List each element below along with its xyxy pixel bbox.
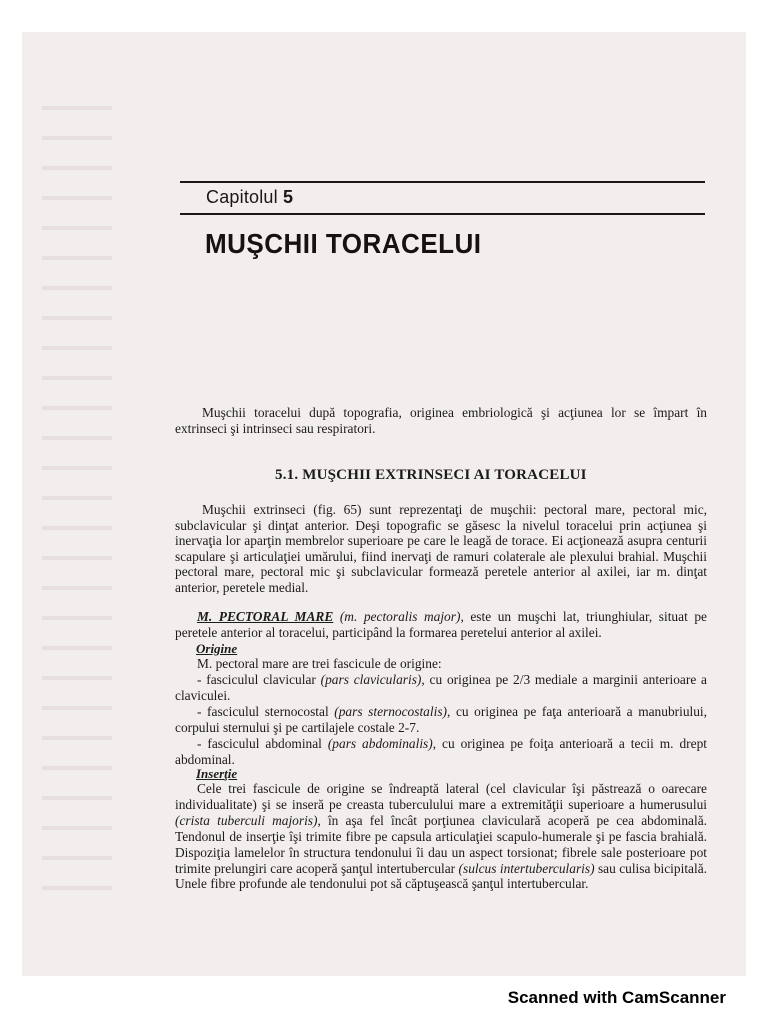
muscle-latin-name: (m. pectoralis major) xyxy=(339,609,461,624)
origine-block xyxy=(175,656,707,768)
pectoral-major-paragraph xyxy=(175,609,707,641)
extrinsic-paragraph: Muşchii extrinseci (fig. 65) sunt reprezentaţi de muşchii: pectoral mare, pectoral mic, subclavicular şi dinţat anterior. Deşi topografic se găsesc la nivelul toracelui prin acţiunea şi inervaţia lor aparţin membrelor superioare pe care le leagă de torace. Ei acţionează asupra centurii scapulare şi articulaţiei umărului, fiind inervaţi de ramuri colaterale ale plexului brahial. Muşchii pectoral mare, pectoral mic şi subclavicular formează peretele anterior al axilei, iar m. dinţat anterior, peretele medial. xyxy=(175,502,707,595)
chapter-label xyxy=(206,187,293,208)
fascicle-clavicular: - fasciculul clavicular (pars clavicularis), cu originea pe 2/3 mediale a marginii anterioare a claviculei. xyxy=(175,672,707,703)
section-heading: 5.1. MUŞCHII EXTRINSECI AI TORACELUI xyxy=(275,467,587,483)
chapter-label-text: Capitolul xyxy=(206,187,278,207)
muscle-description: , este un muşchi lat, triunghiular, situat pe peretele anterior al toracelui, participând la formarea peretelui anterior al axilei. xyxy=(175,609,707,640)
insertie-heading: Inserţie xyxy=(196,766,238,781)
fascicle-sternocostal: - fasciculul sternocostal (pars sternocostalis), cu originea pe faţa anterioară a manubriului, corpului sternului şi pe cartilajele costale 2-7. xyxy=(175,704,707,735)
insertie-paragraph: Cele trei fascicule de origine se îndreaptă lateral (cel clavicular îşi păstrează o oarecare individualitate) şi se inseră pe creasta tuberculului mare a extremităţii superioare a humerusului (crista tuberculi majoris), în aşa fel încât porţiunea claviculară acoperă pe cea abdominală. Tendonul de inserţie îşi trimite fibre pe capsula articulaţiei scapulo-humerale şi pe fascia brahială. Dispoziţia lamelelor în structura tendonului îi dau un aspect torsionat; fibrele sale posterioare pot trimite prelungiri care acoperă şanţul intertubercular (sulcus intertubercularis) sau culisa bicipitală. Unele fibre profunde ale tendonului pot să căptuşească şanţul intertubercular. xyxy=(175,781,708,892)
muscle-name: M. PECTORAL MARE xyxy=(197,609,334,624)
bleed-through-margin xyxy=(42,80,112,900)
fascicle-abdominal: - fasciculul abdominal (pars abdominalis), cu originea pe foiţa anterioară a tecii m. drept abdominal. xyxy=(175,736,707,767)
intro-paragraph: Muşchii toracelui după topografia, originea embriologică şi acţiunea lor se împart în extrinseci şi intrinseci sau respiratori. xyxy=(175,405,707,436)
chapter-title: MUŞCHII TORACELUI xyxy=(205,228,482,259)
camscanner-watermark: Scanned with CamScanner xyxy=(507,988,726,1007)
origine-heading: Origine xyxy=(196,641,238,656)
origine-intro: M. pectoral mare are trei fascicule de origine: xyxy=(197,656,442,671)
chapter-number: 5 xyxy=(283,187,294,207)
chapter-rule-bottom xyxy=(180,213,705,215)
chapter-rule-top xyxy=(180,181,705,183)
